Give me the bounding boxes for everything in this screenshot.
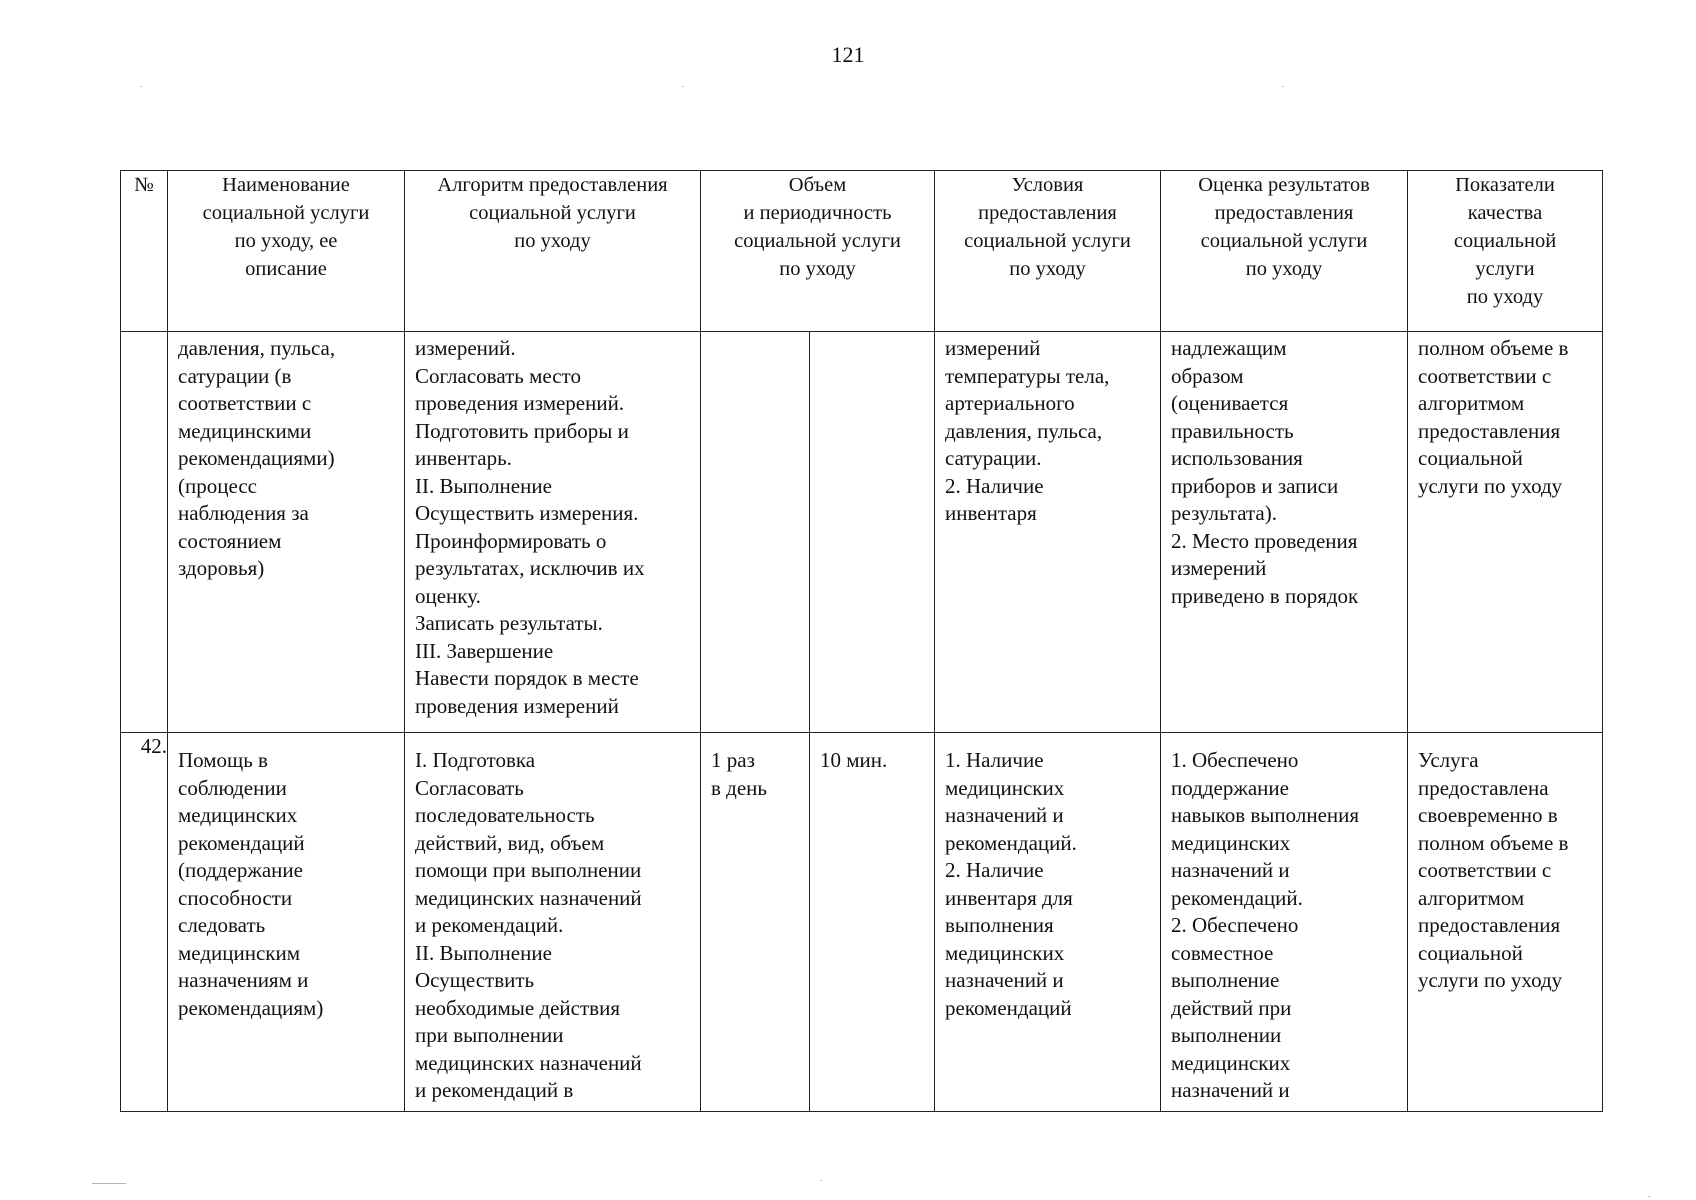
row-number: 42. bbox=[121, 733, 168, 1112]
text-line: результата). bbox=[1171, 501, 1277, 525]
duration-cell bbox=[810, 332, 935, 733]
header-conditions bbox=[935, 171, 1161, 332]
text-line: инвентаря для bbox=[945, 885, 1073, 910]
scan-speck bbox=[682, 86, 684, 87]
text-line: и периодичность bbox=[743, 202, 892, 224]
text-line: социальной услуги bbox=[734, 230, 901, 252]
table-row bbox=[121, 733, 1603, 1112]
text-line: медицинским bbox=[178, 940, 301, 965]
header-evaluation bbox=[1161, 171, 1408, 332]
text-line: социальной bbox=[1418, 446, 1523, 470]
conditions-cell bbox=[935, 332, 1161, 733]
text-line: социальной услуги bbox=[202, 202, 370, 224]
text-line: социальной услуги bbox=[1200, 230, 1368, 252]
text-line: и рекомендаций. bbox=[415, 913, 564, 937]
text-line: сатурации. bbox=[945, 446, 1042, 470]
text-line: предоставлена bbox=[1418, 775, 1549, 800]
header-number: № bbox=[121, 171, 168, 332]
text-line: услуги bbox=[1475, 258, 1535, 280]
text-line: здоровья) bbox=[178, 556, 265, 580]
scan-speck bbox=[1648, 1196, 1650, 1197]
text-line: рекомендациями) bbox=[178, 446, 335, 470]
text-line: медицинских bbox=[1171, 830, 1291, 855]
text-line: измерений bbox=[945, 336, 1041, 360]
text-line: предоставления bbox=[978, 202, 1117, 224]
text-line: действий при bbox=[1171, 995, 1292, 1020]
text-line: надлежащим bbox=[1171, 336, 1287, 360]
text-line: при выполнении bbox=[415, 1023, 564, 1047]
text-line: измерений. bbox=[415, 336, 516, 360]
text-line: по уходу bbox=[779, 258, 856, 280]
scan-speck bbox=[92, 1183, 126, 1184]
text-line: по уходу bbox=[514, 230, 591, 252]
text-line: (процесс bbox=[178, 473, 257, 498]
text-line: рекомендациям) bbox=[178, 995, 324, 1020]
text-line: Оценка результатов bbox=[1198, 174, 1370, 196]
text-line: состоянием bbox=[178, 528, 282, 553]
text-line: рекомендаций. bbox=[1171, 885, 1303, 910]
text-line: рекомендаций bbox=[945, 995, 1072, 1020]
text-line: соблюдении bbox=[178, 775, 287, 800]
text-line: полном объеме в bbox=[1418, 830, 1569, 855]
text-line: соответствии с bbox=[1418, 858, 1552, 882]
text-line: I. Подготовка bbox=[415, 748, 536, 772]
conditions-cell bbox=[935, 733, 1161, 1112]
text-line: наблюдения за bbox=[178, 501, 309, 525]
table-row bbox=[121, 332, 1603, 733]
header-volume-frequency bbox=[701, 171, 935, 332]
header-quality bbox=[1408, 171, 1603, 332]
text-line: образом bbox=[1171, 363, 1244, 388]
frequency-cell bbox=[701, 332, 810, 733]
text-line: (поддержание bbox=[178, 858, 303, 882]
text-line: медицинскими bbox=[178, 418, 312, 443]
scan-speck bbox=[820, 1180, 822, 1181]
text-line: инвентаря bbox=[945, 501, 1037, 525]
text-line: Алгоритм предоставления bbox=[437, 174, 668, 196]
text-line: помощи при выполнении bbox=[415, 858, 642, 882]
text-line: поддержание bbox=[1171, 775, 1289, 800]
service-name-cell bbox=[168, 733, 405, 1112]
text-line: назначений и bbox=[1171, 858, 1290, 882]
text-line: II. Выполнение bbox=[415, 940, 552, 965]
text-line: Осуществить bbox=[415, 968, 535, 992]
text-line: последовательность bbox=[415, 803, 595, 827]
text-line: медицинских bbox=[945, 775, 1065, 800]
text-line: результатах, исключив их bbox=[415, 556, 645, 580]
text-line: Услуга bbox=[1418, 748, 1479, 772]
algorithm-cell bbox=[405, 332, 701, 733]
text-line: приборов и записи bbox=[1171, 473, 1339, 498]
text-line: инвентарь. bbox=[415, 446, 512, 470]
text-line: социальной услуги bbox=[964, 230, 1131, 252]
text-line: следовать bbox=[178, 913, 266, 937]
text-line: Проинформировать о bbox=[415, 528, 607, 553]
text-line: соответствии с bbox=[1418, 363, 1552, 388]
frequency-cell bbox=[701, 733, 810, 1112]
text-line: 2. Наличие bbox=[945, 858, 1044, 882]
text-line: Осуществить измерения. bbox=[415, 501, 639, 525]
text-line: по уходу bbox=[1245, 258, 1323, 280]
text-line: предоставления bbox=[1214, 202, 1354, 224]
text-line: социальной bbox=[1418, 940, 1523, 965]
text-line: Показатели bbox=[1455, 174, 1555, 196]
text-line: соответствии с bbox=[178, 391, 312, 415]
text-line: услуги по уходу bbox=[1418, 473, 1563, 498]
scan-speck bbox=[140, 86, 142, 87]
text-line: рекомендаций. bbox=[945, 830, 1077, 855]
evaluation-cell bbox=[1161, 332, 1408, 733]
text-line: рекомендаций bbox=[178, 830, 305, 855]
quality-cell bbox=[1408, 332, 1603, 733]
text-line: оценку. bbox=[415, 583, 481, 608]
text-line: медицинских назначений bbox=[415, 1050, 642, 1075]
text-line: выполнении bbox=[1171, 1023, 1282, 1047]
text-line: алгоритмом bbox=[1418, 885, 1525, 910]
text-line: 1. Обеспечено bbox=[1171, 748, 1299, 772]
text-line: Помощь в bbox=[178, 748, 268, 772]
text-line: медицинских bbox=[1171, 1050, 1291, 1075]
text-line: 2. Обеспечено bbox=[1171, 913, 1299, 937]
text-line: по уходу bbox=[1466, 286, 1544, 308]
row-number bbox=[121, 332, 168, 733]
text-line: II. Выполнение bbox=[415, 473, 552, 498]
text-line: в день bbox=[711, 775, 767, 800]
text-line: Записать результаты. bbox=[415, 611, 603, 635]
text-line: давления, пульса, bbox=[945, 418, 1103, 443]
text-line: по уходу, ее bbox=[234, 230, 338, 252]
text-line: Условия bbox=[1011, 174, 1084, 196]
text-line: полном объеме в bbox=[1418, 336, 1569, 360]
text-line: 2. Место проведения bbox=[1171, 528, 1358, 553]
header-service-name bbox=[168, 171, 405, 332]
text-line: III. Завершение bbox=[415, 638, 554, 663]
text-line: медицинских назначений bbox=[415, 885, 642, 910]
header-algorithm bbox=[405, 171, 701, 332]
text-line: проведения измерений bbox=[415, 693, 619, 718]
service-name-cell bbox=[168, 332, 405, 733]
services-table bbox=[120, 170, 1603, 1112]
scan-speck bbox=[1282, 86, 1284, 87]
page-number: 121 bbox=[831, 42, 865, 67]
quality-cell bbox=[1408, 733, 1603, 1112]
text-line: артериального bbox=[945, 391, 1075, 415]
text-line: назначений и bbox=[945, 968, 1064, 992]
text-line: навыков выполнения bbox=[1171, 803, 1360, 827]
text-line: измерений bbox=[1171, 556, 1267, 580]
text-line: назначениям и bbox=[178, 968, 309, 992]
text-line: назначений и bbox=[1171, 1078, 1290, 1102]
text-line: (оценивается bbox=[1171, 391, 1289, 415]
text-line: социальной bbox=[1453, 230, 1557, 252]
text-line: Объем bbox=[788, 174, 847, 196]
text-line: проведения измерений. bbox=[415, 391, 625, 415]
text-line: предоставления bbox=[1418, 418, 1561, 443]
text-line: своевременно в bbox=[1418, 803, 1558, 827]
table-header-row bbox=[121, 171, 1603, 332]
text-line: выполнения bbox=[945, 913, 1054, 937]
text-line: необходимые действия bbox=[415, 995, 620, 1020]
text-line: предоставления bbox=[1418, 913, 1561, 937]
text-line: услуги по уходу bbox=[1418, 968, 1563, 992]
text-line: Подготовить приборы и bbox=[415, 418, 629, 443]
text-line: алгоритмом bbox=[1418, 391, 1525, 415]
text-line: сатурации (в bbox=[178, 363, 292, 388]
text-line: социальной услуги bbox=[469, 202, 636, 224]
text-line: правильность bbox=[1171, 418, 1294, 443]
text-line: 1. Наличие bbox=[945, 748, 1044, 772]
text-line: Навести порядок в месте bbox=[415, 666, 639, 690]
text-line: давления, пульса, bbox=[178, 336, 336, 360]
text-line: действий, вид, объем bbox=[415, 830, 605, 855]
text-line: совместное bbox=[1171, 940, 1274, 965]
duration-cell bbox=[810, 733, 935, 1112]
text-line: Наименование bbox=[222, 174, 350, 196]
text-line: медицинских bbox=[178, 803, 298, 827]
text-line: использования bbox=[1171, 446, 1303, 470]
text-line: 1 раз bbox=[711, 748, 755, 772]
text-line: назначений и bbox=[945, 803, 1064, 827]
text-line: Согласовать bbox=[415, 775, 524, 800]
text-line: по уходу bbox=[1009, 258, 1086, 280]
text-line: медицинских bbox=[945, 940, 1065, 965]
text-line: качества bbox=[1467, 202, 1543, 224]
text-line: приведено в порядок bbox=[1171, 583, 1359, 608]
evaluation-cell bbox=[1161, 733, 1408, 1112]
algorithm-cell bbox=[405, 733, 701, 1112]
text-line: температуры тела, bbox=[945, 363, 1110, 388]
text-line: способности bbox=[178, 885, 293, 910]
text-line: и рекомендаций в bbox=[415, 1078, 574, 1102]
text-line: 10 мин. bbox=[820, 748, 888, 772]
text-line: 2. Наличие bbox=[945, 473, 1044, 498]
text-line: выполнение bbox=[1171, 968, 1280, 992]
text-line: Согласовать место bbox=[415, 363, 581, 388]
text-line: описание bbox=[245, 258, 327, 280]
